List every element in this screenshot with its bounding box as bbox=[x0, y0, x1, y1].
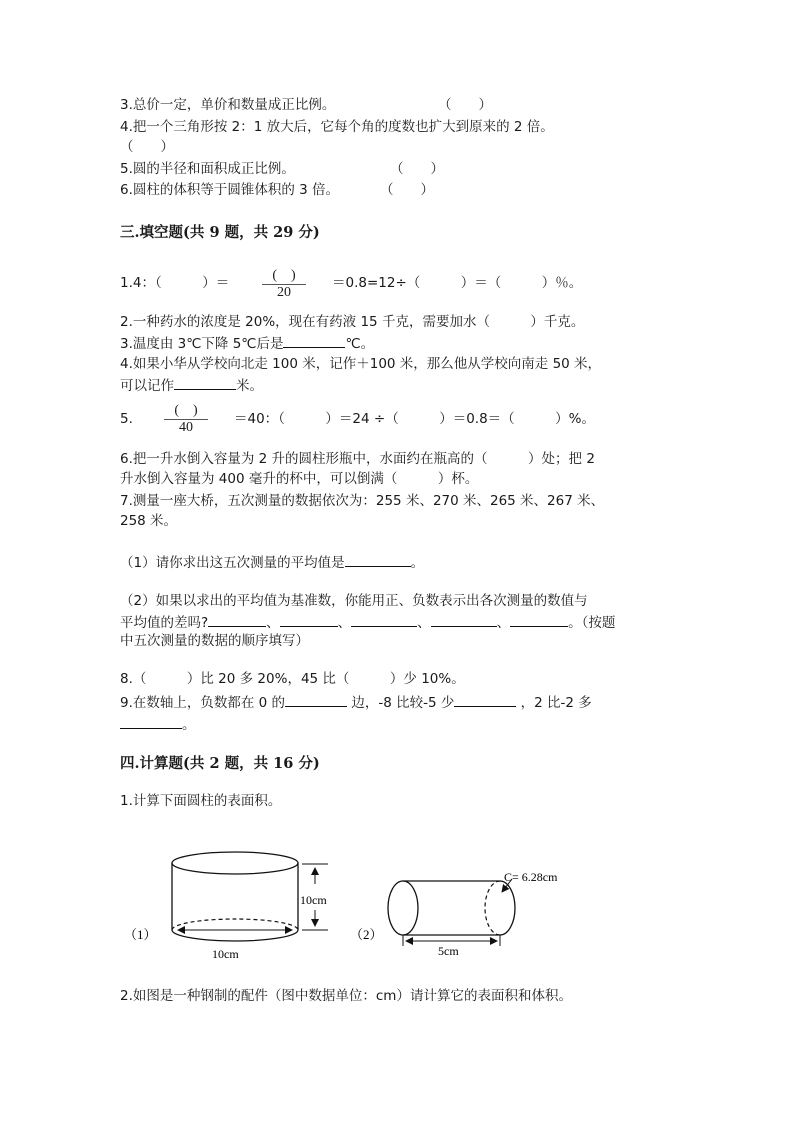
fill-q4-line1: 4.如果小华从学校向北走 100 米，记作＋100 米，那么他从学校向南走 50 米， bbox=[120, 356, 602, 372]
section-title-fill: 三.填空题(共 9 题，共 29 分) bbox=[120, 224, 320, 241]
fill-q7-sub2-end: 。（按题 bbox=[568, 615, 616, 631]
fill-q8: 8.（ ）比 20 多 20%，45 比（ ）少 10%。 bbox=[120, 671, 465, 687]
fill-q1-part-b: ＝0.8=12÷（ ）＝（ ）％。 bbox=[332, 275, 583, 291]
fill-q7-sub2-line1: （2）如果以求出的平均值为基准数，你能用正、负数表示出各次测量的数值与 bbox=[120, 593, 588, 609]
cylinder-2 bbox=[388, 879, 515, 946]
fill-q5-part-b: ＝40：（ ）＝24 ÷（ ）＝0.8＝（ ）%。 bbox=[234, 411, 596, 427]
fill-q9-text-c: ，2 比-2 多 bbox=[520, 695, 592, 711]
fill-q4-line2 bbox=[120, 375, 263, 395]
fill-q1-fraction-denominator: 20 bbox=[277, 285, 291, 300]
fill-q2: 2.一种药水的浓度是 20%，现在有药液 15 千克，需要加水（ ）千克。 bbox=[120, 314, 585, 330]
fill-q7-diff-blank-2[interactable] bbox=[280, 612, 338, 627]
fill-q7-diff-blank-1[interactable] bbox=[208, 612, 266, 627]
calc-q1: 1.计算下面圆柱的表面积。 bbox=[120, 793, 282, 809]
fill-q1-fraction bbox=[262, 268, 306, 301]
fill-q4-unit: 米。 bbox=[236, 378, 263, 394]
fill-q7-diff-blank-3[interactable] bbox=[351, 612, 417, 627]
fill-q7-sub2-line2 bbox=[120, 612, 615, 632]
judge-q5-answer-paren[interactable]: （ ） bbox=[390, 161, 444, 177]
calc-q2: 2.如图是一种钢制的配件（图中数据单位：cm）请计算它的表面积和体积。 bbox=[120, 988, 572, 1004]
judge-q3-text: 3.总价一定，单价和数量成正比例。 bbox=[120, 97, 336, 113]
separator: 、 bbox=[417, 615, 431, 631]
separator: 、 bbox=[496, 615, 511, 631]
fill-q5-number: 5. bbox=[120, 411, 133, 427]
fill-q7-line2: 258 米。 bbox=[120, 513, 178, 529]
judge-q3 bbox=[120, 96, 335, 114]
fill-q6-line1: 6.把一升水倒入容量为 2 升的圆柱形瓶中，水面约在瓶高的（ ）处；把 2 bbox=[120, 451, 595, 467]
fig2-length-label: 5cm bbox=[438, 944, 459, 958]
fill-q4-blank[interactable] bbox=[174, 375, 236, 390]
fill-q9-line2 bbox=[120, 714, 196, 734]
fill-q9-line1 bbox=[120, 692, 592, 712]
fill-q7-diff-blank-5[interactable] bbox=[510, 612, 568, 627]
fill-q9-text-b: 边，-8 比较-5 少 bbox=[351, 695, 455, 711]
fig1-diameter-label: 10cm bbox=[212, 947, 239, 961]
fill-q9-text-a: 9.在数轴上，负数都在 0 的 bbox=[120, 695, 286, 711]
judge-q3-answer-paren[interactable]: （ ） bbox=[438, 97, 492, 113]
fill-q3-unit: ℃。 bbox=[345, 336, 375, 352]
fill-q5-fraction bbox=[164, 403, 208, 436]
fill-q7-sub2-text: 平均值的差吗? bbox=[120, 615, 209, 631]
fill-q9-end: 。 bbox=[182, 717, 196, 733]
fill-q9-blank-3[interactable] bbox=[120, 714, 182, 729]
fig1-label: （1） bbox=[124, 927, 157, 942]
fig2-label: （2） bbox=[350, 927, 383, 942]
fill-q5-fraction-numerator[interactable]: ( ) bbox=[164, 403, 208, 420]
judge-q6-answer-paren[interactable]: （ ） bbox=[380, 182, 434, 198]
cylinder-figures bbox=[0, 840, 794, 1040]
fill-q5-fraction-denominator: 40 bbox=[179, 420, 193, 435]
fill-q7-sub1 bbox=[120, 552, 424, 572]
fill-q6-line2: 升水倒入容量为 400 毫升的杯中，可以倒满（ ）杯。 bbox=[120, 471, 479, 487]
fill-q1-fraction-numerator[interactable]: ( ) bbox=[262, 268, 306, 285]
fill-q9-blank-1[interactable] bbox=[285, 692, 347, 707]
section-title-calc: 四.计算题(共 2 题，共 16 分) bbox=[120, 755, 320, 772]
separator: 、 bbox=[266, 615, 280, 631]
fill-q4-text: 可以记作 bbox=[120, 378, 174, 394]
judge-q4-answer-paren[interactable]: （ ） bbox=[120, 139, 174, 155]
fig2-circumference-label: C= 6.28cm bbox=[504, 870, 558, 884]
fill-q7-sub2-line3: 中五次测量的数据的顺序填写） bbox=[120, 633, 309, 649]
fill-q3 bbox=[120, 333, 374, 353]
separator: 、 bbox=[337, 615, 352, 631]
fill-q3-blank[interactable] bbox=[283, 333, 345, 348]
fig1-height-label: 10cm bbox=[300, 893, 327, 907]
fill-q7-diff-blank-4[interactable] bbox=[431, 612, 497, 627]
judge-q5: 5.圆的半径和面积成正比例。 bbox=[120, 161, 295, 177]
fill-q9-blank-2[interactable] bbox=[454, 692, 516, 707]
fill-q7-line1: 7.测量一座大桥，五次测量的数据依次为：255 米、270 米、265 米、267 米、 bbox=[120, 493, 605, 509]
fill-q7-sub1-text: （1）请你求出这五次测量的平均值是 bbox=[120, 555, 345, 571]
fill-q7-average-blank[interactable] bbox=[345, 552, 411, 567]
fill-q7-sub1-end: 。 bbox=[410, 555, 425, 571]
judge-q4: 4.把一个三角形按 2：1 放大后，它每个角的度数也扩大到原来的 2 倍。 bbox=[120, 119, 554, 135]
fill-q1-part-a: 1.4：（ ）＝ bbox=[120, 275, 230, 291]
judge-q6: 6.圆柱的体积等于圆锥体积的 3 倍。 bbox=[120, 182, 340, 198]
fill-q3-text: 3.温度由 3℃下降 5℃后是 bbox=[120, 336, 284, 352]
